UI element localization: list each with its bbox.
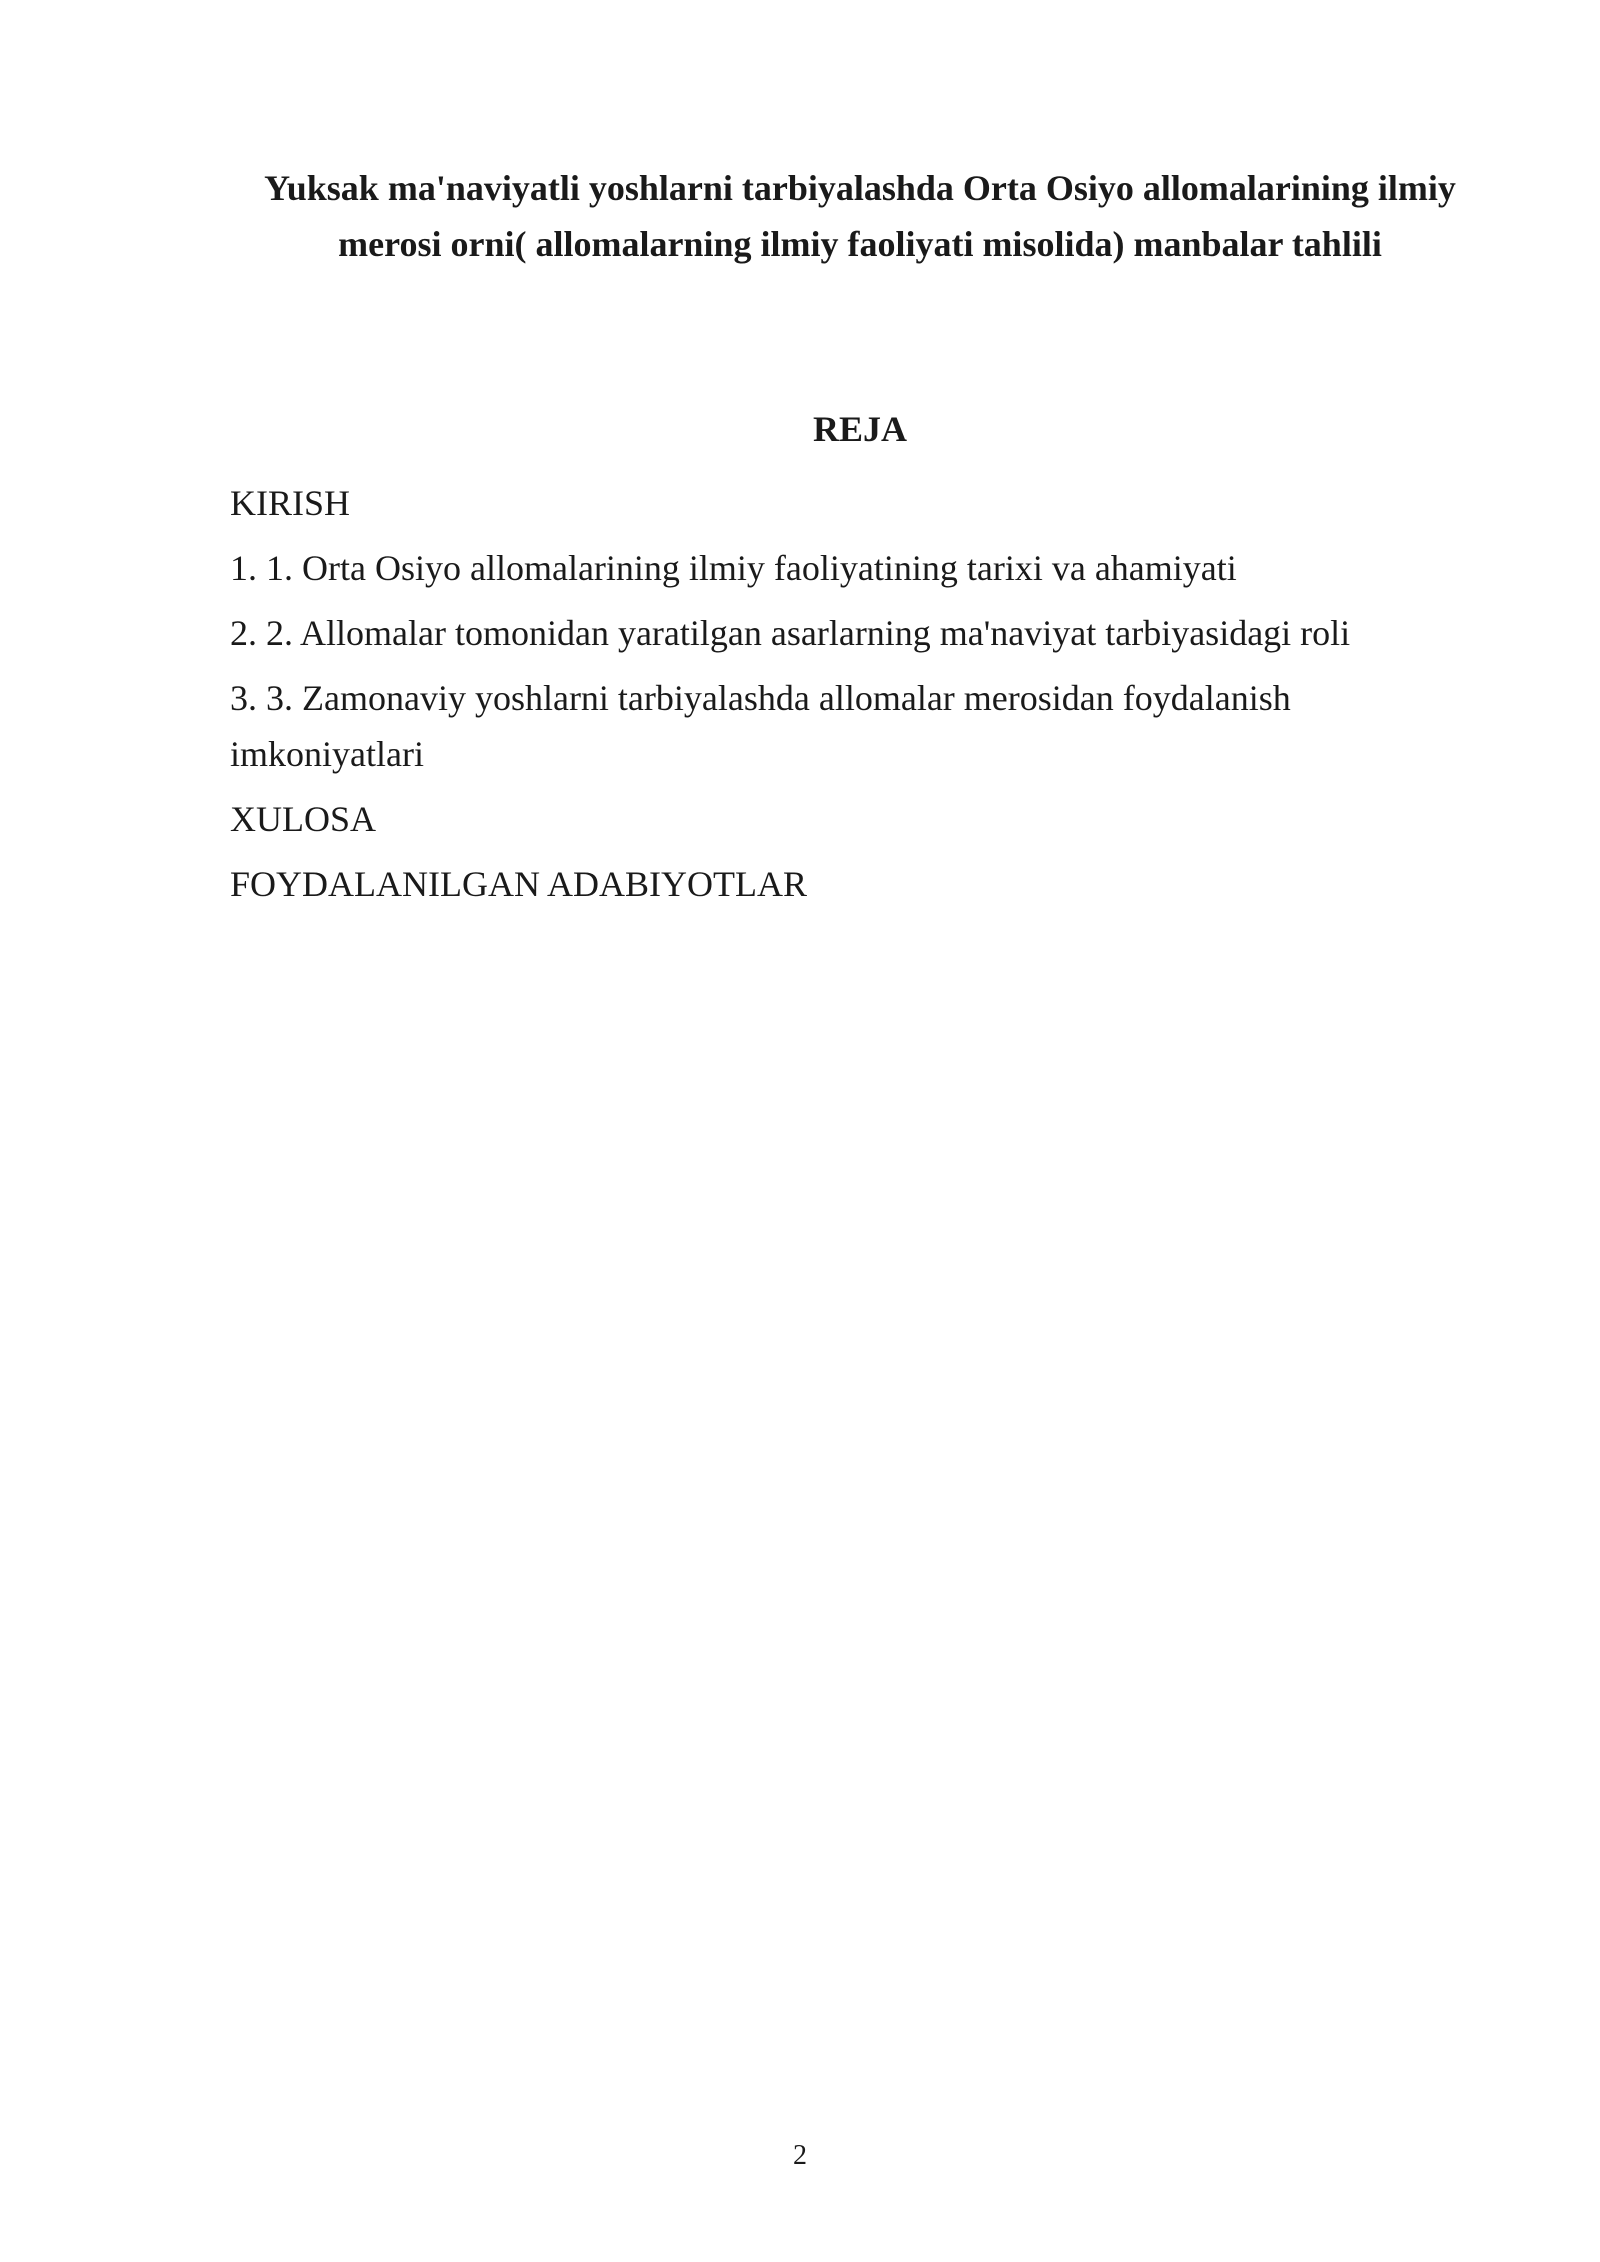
plan-item-conclusion: [230, 791, 1430, 847]
plan-item-3: [230, 670, 1430, 782]
plan-item-text: KIRISH: [230, 483, 351, 523]
document-title: [230, 160, 1490, 272]
title-line: Yuksak ma'naviyatli yoshlarni tarbiyalashda Orta Osiyo allomalarining ilmiy: [264, 168, 1456, 208]
plan-item-text: 2. 2. Allomalar tomonidan yaratilgan asarlarning ma'naviyat tarbiyasidagi roli: [230, 613, 1351, 653]
plan-item-references: [230, 856, 1430, 912]
plan-item-2: [230, 605, 1430, 661]
plan-item-text: XULOSA: [230, 799, 377, 839]
plan-list: [230, 475, 1430, 921]
plan-item-text: FOYDALANILGAN ADABIYOTLAR: [230, 864, 807, 904]
plan-item-1: [230, 540, 1430, 596]
page-number: 2: [793, 2140, 807, 2171]
title-line: merosi orni( allomalarning ilmiy faoliyati misolida) manbalar tahlili: [338, 224, 1382, 264]
plan-item-text: imkoniyatlari: [230, 734, 424, 774]
plan-heading: REJA: [812, 409, 907, 449]
plan-item-text: 1. 1. Orta Osiyo allomalarining ilmiy faoliyatining tarixi va ahamiyati: [230, 548, 1237, 588]
plan-item-introduction: [230, 475, 1430, 531]
plan-item-text: 3. 3. Zamonaviy yoshlarni tarbiyalashda allomalar merosidan foydalanish: [230, 678, 1291, 718]
